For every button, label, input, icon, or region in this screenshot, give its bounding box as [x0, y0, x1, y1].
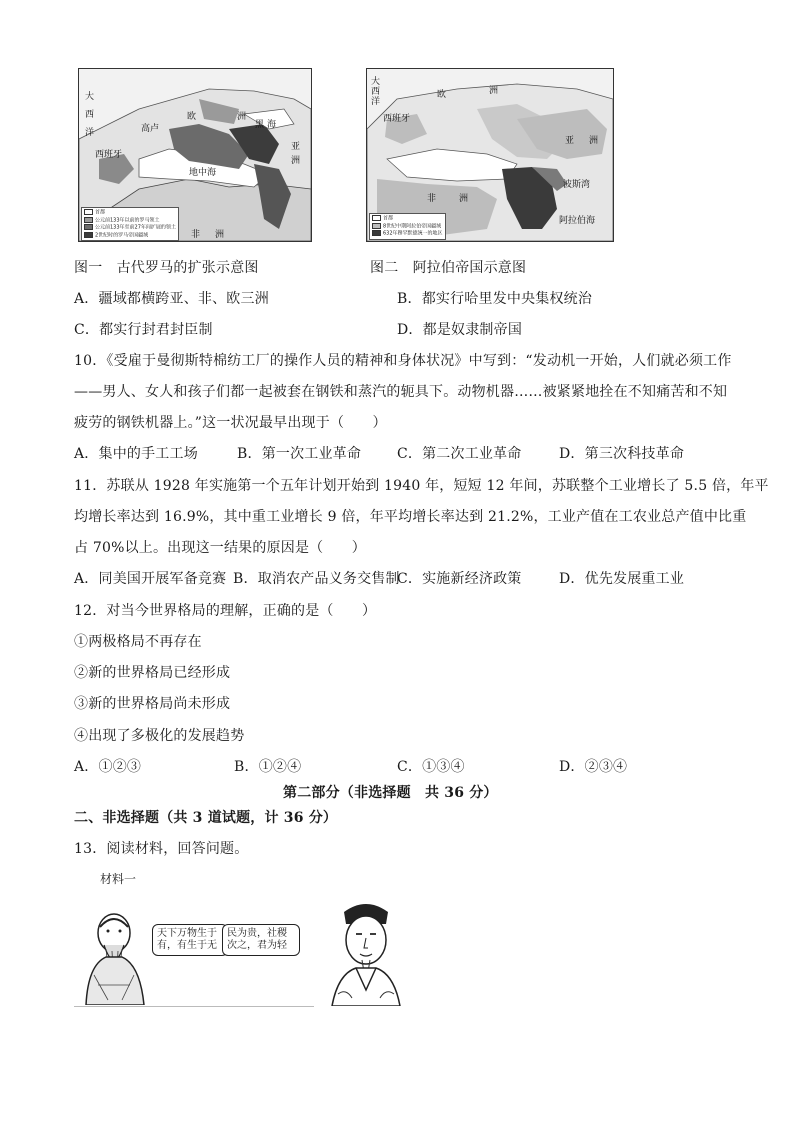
map1-label-blacksea-1: 黑 — [255, 120, 265, 130]
q11-stem-line1: 11．苏联从 1928 年实施第一个五年计划开始到 1940 年，短短 12 年间，苏联整个工业增长了 5.5 倍，年平 — [74, 478, 769, 494]
map2-label-atlantic: 大西洋 — [371, 77, 381, 107]
q12-statement-4: ④出现了多极化的发展趋势 — [74, 728, 245, 744]
q12-option-c: C．①③④ — [397, 759, 465, 775]
map1-label-europe-2: 洲 — [237, 112, 247, 122]
map1-label-europe-1: 欧 — [187, 112, 197, 122]
map1-label-africa-2: 洲 — [215, 230, 225, 240]
part2-title: 第二部分（非选择题 共 36 分） — [283, 785, 498, 801]
map1-label-asia-2: 洲 — [291, 156, 301, 166]
q10-stem-line2: ——男人、女人和孩子们都一起被套在钢铁和蒸汽的轭具下。动物机器……被紧紧地拴在不知痛苦和不知 — [74, 384, 728, 400]
map1-legend — [81, 207, 179, 241]
laozi-portrait — [78, 905, 150, 1005]
q13-stem: 13．阅读材料，回答问题。 — [74, 841, 249, 857]
map2-legend-item: 8世纪中期阿拉伯帝国疆域 — [383, 223, 442, 229]
material1-label: 材料一 — [100, 872, 137, 886]
q10-option-b: B．第一次工业革命 — [237, 446, 362, 462]
q12-stem: 12．对当今世界格局的理解，正确的是（ ） — [74, 603, 377, 619]
map1-legend-item: 公元前133年至前27年间扩展的领土 — [95, 224, 176, 231]
mencius-portrait — [326, 898, 406, 1006]
map2-label-persian-gulf: 波斯湾 — [563, 180, 591, 190]
map1-legend-item: 公元前133年以前的罗马领土 — [95, 217, 160, 223]
q9-option-d: D．都是奴隶制帝国 — [397, 322, 523, 338]
map1-label-atlantic-3: 洋 — [85, 128, 95, 138]
map2-label-africa-1: 非 — [427, 194, 437, 204]
figure1-map — [78, 68, 312, 242]
q11-option-d: D．优先发展重工业 — [559, 571, 685, 587]
map1-label-mediterranean: 地中海 — [189, 168, 217, 178]
map1-label-blacksea-2: 海 — [267, 120, 277, 130]
q12-option-a: A．①②③ — [74, 759, 142, 775]
figure1-caption: 图一 古代罗马的扩张示意图 — [74, 260, 259, 276]
q12-statement-1: ①两极格局不再存在 — [74, 634, 202, 650]
q11-option-c: C．实施新经济政策 — [397, 571, 522, 587]
q12-statement-3: ③新的世界格局尚未形成 — [74, 696, 231, 712]
map2-legend-item: 首都 — [383, 215, 394, 222]
q11-option-b: B．取消农产品义务交售制 — [233, 571, 400, 587]
map2-label-asia-1: 亚 — [565, 136, 575, 146]
map1-label-atlantic: 大 — [85, 92, 95, 102]
q11-option-a: A．同美国开展军备竞赛 — [74, 571, 227, 587]
map1-label-spain: 西班牙 — [95, 150, 123, 160]
laozi-speech-bubble: 天下万物生于有，有生于无 — [152, 924, 228, 956]
map1-legend-item: 2世纪时的罗马帝国疆域 — [95, 232, 149, 238]
map2-legend — [369, 213, 446, 240]
q10-option-a: A．集中的手工工场 — [74, 446, 198, 462]
q11-stem-line3: 占 70%以上。出现这一结果的原因是（ ） — [74, 540, 366, 556]
q9-option-b: B．都实行哈里发中央集权统治 — [397, 291, 593, 307]
q9-option-a: A．疆域都横跨亚、非、欧三洲 — [74, 291, 269, 307]
map1-label-atlantic-2: 西 — [85, 110, 95, 120]
figure2-map — [366, 68, 614, 242]
q10-stem-line1: 10．《受雇于曼彻斯特棉纺工厂的操作人员的精神和身体状况》中写到：“发动机一开始，人们就必须工作 — [74, 353, 732, 369]
q12-statement-2: ②新的世界格局已经形成 — [74, 665, 231, 681]
map1-legend-item: 首都 — [95, 209, 106, 216]
map1-label-asia-1: 亚 — [291, 142, 301, 152]
q9-option-c: C．都实行封君封臣制 — [74, 322, 213, 338]
map2-legend-item: 632年穆罕默德统一的地区 — [383, 230, 443, 237]
figure2-caption: 图二 阿拉伯帝国示意图 — [370, 260, 527, 276]
mencius-speech-bubble: 民为贵，社稷次之，君为轻 — [222, 924, 300, 956]
material1-bottom-rule — [74, 1006, 314, 1007]
q10-option-c: C．第二次工业革命 — [397, 446, 522, 462]
map2-label-africa-2: 洲 — [459, 194, 469, 204]
map2-label-europe-1: 欧 — [437, 90, 447, 100]
q10-stem-line3: 疲劳的钢铁机器上。”这一状况最早出现于（ ） — [74, 415, 387, 431]
map1-label-gaul: 高卢 — [141, 124, 160, 134]
map2-label-asia-2: 洲 — [589, 136, 599, 146]
map2-label-arabian-sea: 阿拉伯海 — [559, 216, 596, 226]
section2-title: 二、非选择题（共 3 道试题，计 36 分） — [74, 810, 338, 826]
q12-option-d: D．②③④ — [559, 759, 628, 775]
map1-label-africa-1: 非 — [191, 230, 201, 240]
map2-label-europe-2: 洲 — [489, 86, 499, 96]
q10-option-d: D．第三次科技革命 — [559, 446, 685, 462]
q11-stem-line2: 均增长率达到 16.9%，其中重工业增长 9 倍，年平均增长率达到 21.2%，工业产值在工农业总产值中比重 — [74, 509, 747, 525]
map2-label-spain: 西班牙 — [383, 114, 411, 124]
q12-option-b: B．①②④ — [234, 759, 302, 775]
